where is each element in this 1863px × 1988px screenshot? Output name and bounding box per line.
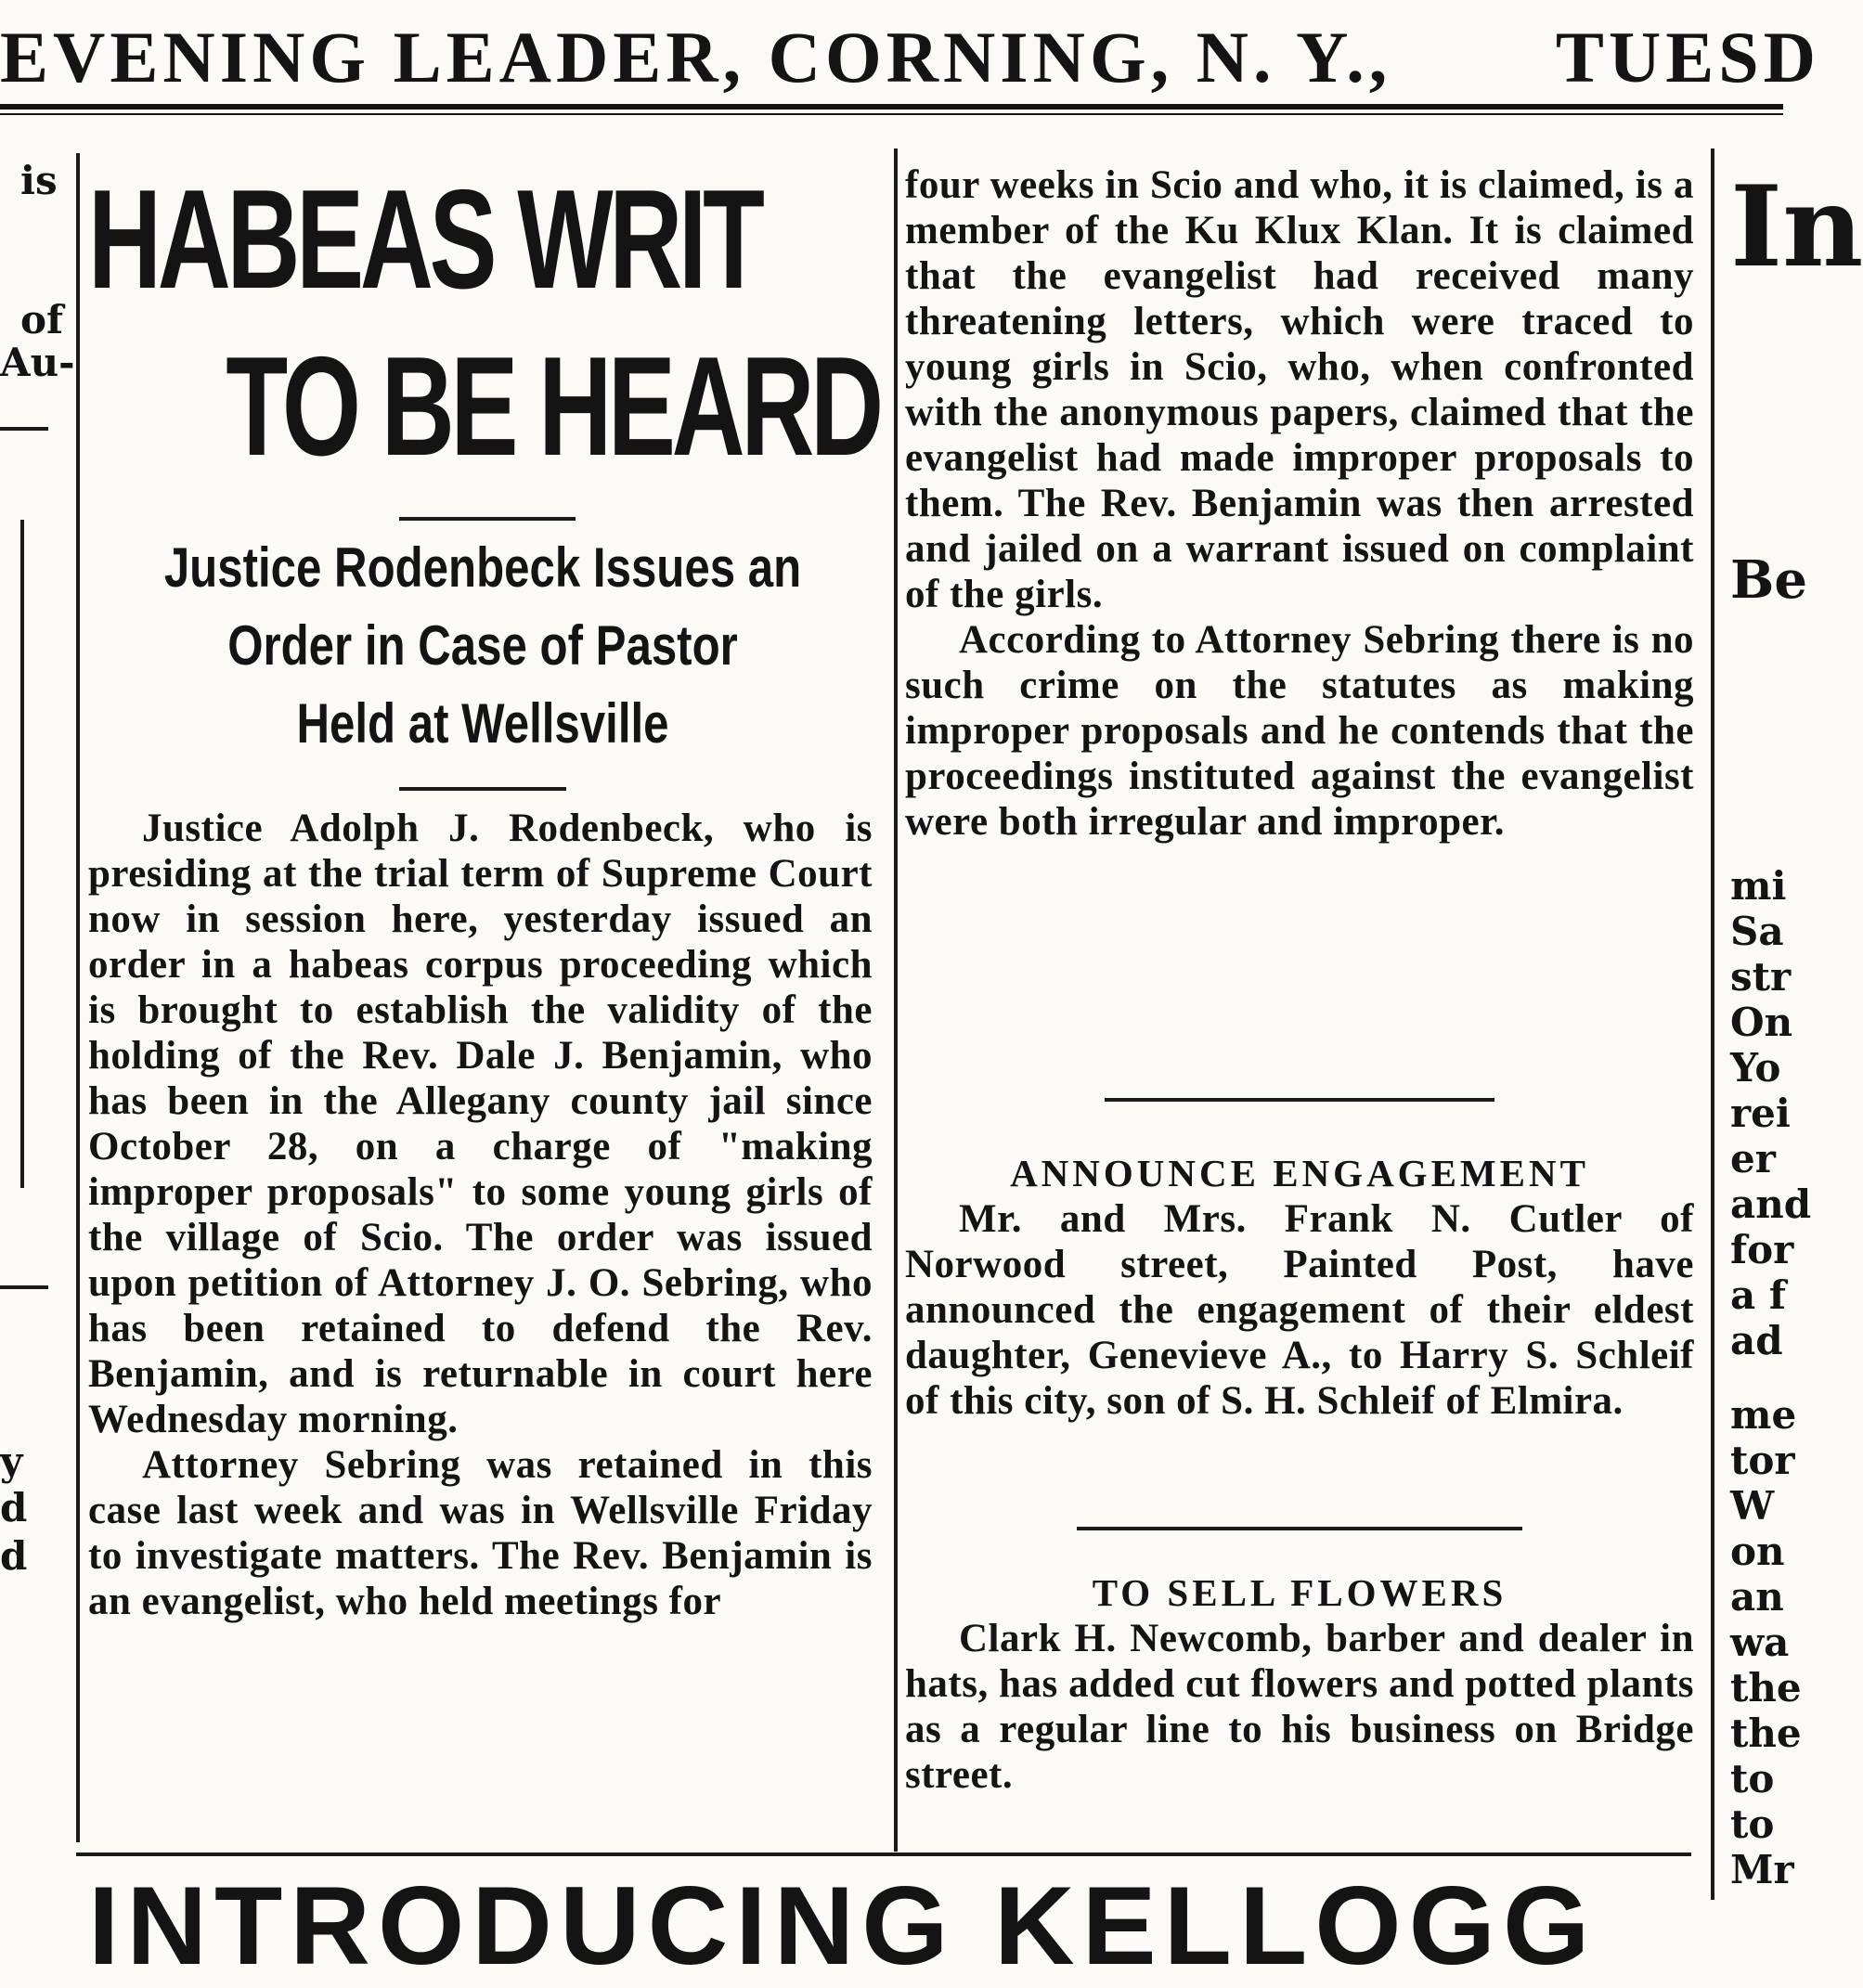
fragment: a f bbox=[1730, 1272, 1786, 1318]
section-divider bbox=[1077, 1527, 1522, 1530]
fragment: Au- bbox=[0, 340, 75, 385]
fragment: the bbox=[1730, 1710, 1802, 1756]
fragment: y bbox=[0, 1439, 23, 1484]
right-column-fragments bbox=[1725, 148, 1863, 1893]
next-article-headline: INTRODUCING KELLOGG bbox=[88, 1864, 1598, 1988]
article-paragraph: According to Attorney Sebring there is no such crime on the statutes as making improper proposals and he contends that the proceedings instituted against the evangelist were both irregular and improper. bbox=[905, 618, 1694, 844]
fragment: of bbox=[20, 297, 64, 342]
fragment: is bbox=[20, 158, 58, 203]
engagement-body: Mr. and Mrs. Frank N. Cutler of Norwood street, Painted Post, have announced the engagement of their eldest daughter, Genevieve A., to Harry S. Schleif of this city, son of S. H. Schleif of Elmira. bbox=[905, 1197, 1694, 1423]
left-fragment-rule-vertical bbox=[20, 520, 24, 1188]
fragment: d bbox=[0, 1485, 28, 1530]
fragment: Sa bbox=[1730, 909, 1784, 954]
article-headline bbox=[88, 156, 880, 490]
article-column-1 bbox=[88, 806, 873, 1624]
engagement-title: ANNOUNCE ENGAGEMENT bbox=[1010, 1152, 1589, 1194]
section-divider bbox=[1105, 1098, 1494, 1102]
fragment: to bbox=[1730, 1801, 1775, 1847]
fragment: mi bbox=[1730, 863, 1787, 909]
fragment: In bbox=[1730, 161, 1863, 292]
masthead-rule bbox=[0, 104, 1783, 110]
fragment: d bbox=[0, 1533, 28, 1579]
flowers-title: TO SELL FLOWERS bbox=[1092, 1571, 1507, 1614]
fragment: wa bbox=[1730, 1620, 1790, 1665]
masthead-title: EVENING LEADER, CORNING, N. Y., bbox=[0, 17, 1392, 97]
flowers-notice bbox=[905, 1570, 1694, 1798]
flowers-body: Clark H. Newcomb, barber and dealer in hats, has added cut flowers and potted plants as a regular line to his business on Bridge street. bbox=[905, 1617, 1694, 1797]
fragment: On bbox=[1730, 1000, 1793, 1045]
fragment: an bbox=[1730, 1574, 1784, 1620]
column-rule-middle bbox=[894, 148, 898, 1852]
fragment: str bbox=[1730, 954, 1792, 1000]
fragment: on bbox=[1730, 1529, 1785, 1574]
fragment: for bbox=[1730, 1227, 1794, 1272]
fragment: rei bbox=[1730, 1091, 1791, 1136]
fragment: Yo bbox=[1730, 1045, 1781, 1091]
deck-line-2: Order in Case of Pastor bbox=[227, 614, 738, 677]
column-rule-left bbox=[76, 153, 80, 1842]
article-paragraph: Attorney Sebring was retained in this case last week and was in Wellsville Friday to investigate matters. The Rev. Benjamin is an evangelist, who held meetings for bbox=[88, 1443, 873, 1623]
engagement-notice bbox=[905, 1151, 1694, 1424]
fragment: to bbox=[1730, 1756, 1775, 1801]
fragment: Mr bbox=[1730, 1847, 1794, 1892]
bottom-rule bbox=[76, 1852, 1691, 1856]
masthead-rule-thin bbox=[0, 113, 1783, 115]
fragment: Be bbox=[1730, 549, 1807, 611]
article-paragraph: four weeks in Scio and who, it is claimed, is a member of the Ku Klux Klan. It is claimed that the evangelist had received many threatening letters, which were traced to young girls in Scio, who, when confronted with the anonymous papers, claimed that the evangelist had made improper proposals to them. The Rev. Benjamin was then arrested and jailed on a warrant issued on complaint of the girls. bbox=[905, 163, 1694, 616]
deck-line-3: Held at Wellsville bbox=[296, 692, 669, 755]
column-rule-right bbox=[1711, 148, 1714, 1900]
fragment: er bbox=[1730, 1136, 1776, 1181]
fragment: the bbox=[1730, 1665, 1802, 1710]
fragment: ad bbox=[1730, 1318, 1783, 1363]
fragment: W bbox=[1730, 1483, 1775, 1529]
article-column-2 bbox=[905, 162, 1694, 845]
headline-divider bbox=[399, 517, 576, 521]
left-fragment-rule bbox=[0, 1285, 48, 1289]
headline-line-2: TO BE HEARD bbox=[226, 328, 880, 485]
left-column-fragments bbox=[0, 148, 75, 1782]
deck-divider bbox=[399, 787, 566, 791]
fragment: and bbox=[1730, 1181, 1812, 1227]
left-fragment-rule bbox=[0, 427, 48, 431]
fragment: tor bbox=[1730, 1438, 1795, 1483]
fragment: me bbox=[1730, 1392, 1797, 1438]
headline-line-1: HABEAS WRIT bbox=[88, 161, 761, 318]
article-paragraph: Justice Adolph J. Rodenbeck, who is presiding at the trial term of Supreme Court now in session here, yesterday issued an order in a habeas corpus proceeding which is brought to establish the validity of the holding of the Rev. Dale J. Benjamin, who has been in the Allegany county jail since October 28, on a charge of "making improper proposals" to some young girls of the village of Scio. The order was issued upon petition of Attorney J. O. Sebring, who has been retained to defend the Rev. Benjamin, and is returnable in court here Wednesday morning. bbox=[88, 807, 873, 1441]
article-deck bbox=[160, 529, 807, 763]
deck-line-1: Justice Rodenbeck Issues an bbox=[163, 536, 802, 599]
masthead-date: TUESD bbox=[1555, 17, 1820, 97]
